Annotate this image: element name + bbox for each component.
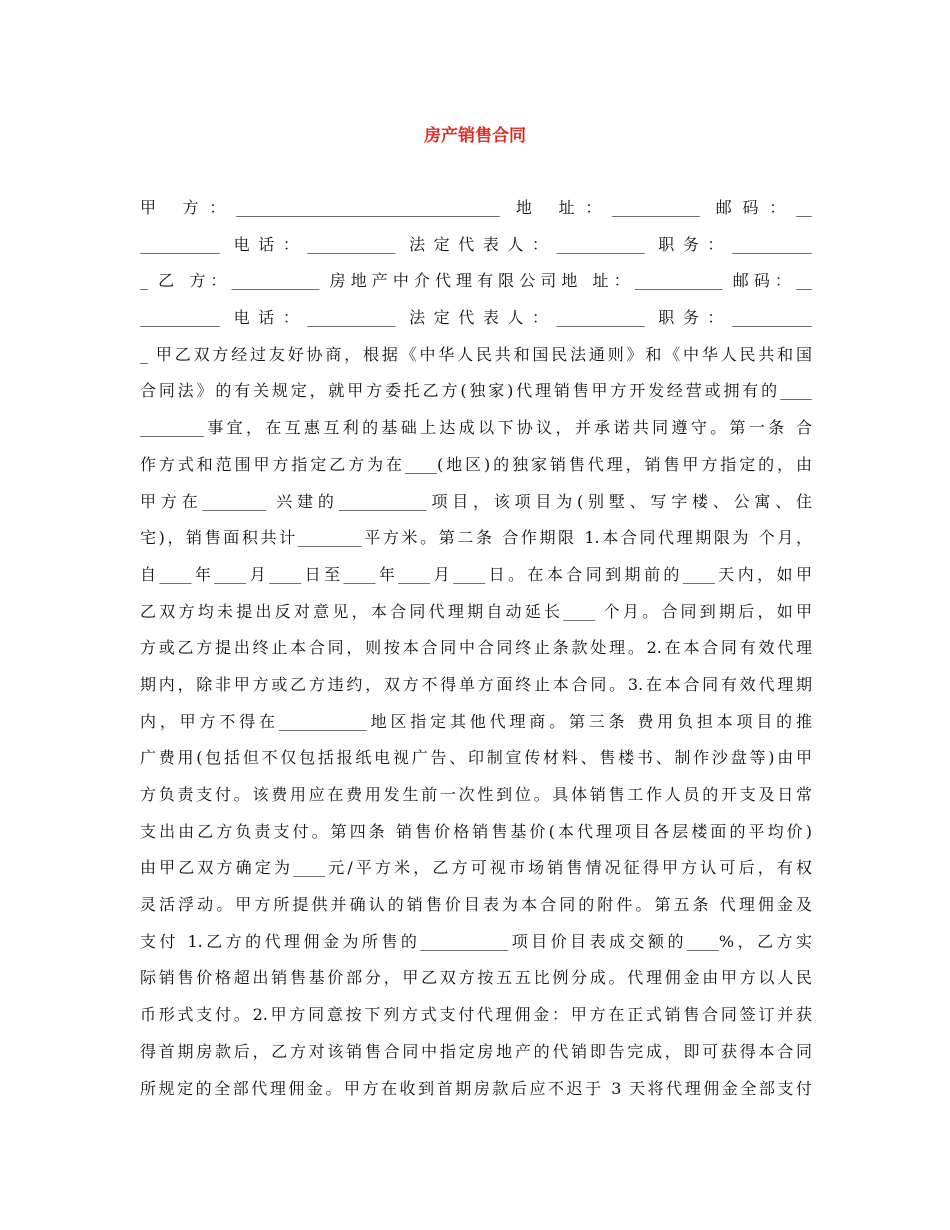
body-line-23: 币形式支付。2.甲方同意按下列方式支付代理佣金：甲方在正式销售合同签订并获 — [140, 1005, 812, 1025]
body-line-8: 作方式和范围甲方指定乙方为在____(地区)的独家销售代理，销售甲方指定的，由 — [140, 454, 812, 474]
body-line-4: __________ 电话：___________ 法定代表人：___________ 职务：__________ — [140, 308, 812, 328]
document-title: 房产销售合同 — [424, 126, 526, 146]
body-line-2: __________ 电话：___________ 法定代表人：___________ 职务：__________ — [140, 234, 812, 254]
body-line-18: 支出由乙方负责支付。第四条 销售价格销售基价(本代理项目各层楼面的平均价) — [140, 821, 812, 841]
body-line-15: 内，甲方不得在___________地区指定其他代理商。第三条 费用负担本项目的推 — [140, 711, 812, 731]
body-line-3: _ 乙 方：___________ 房地产中介代理有限公司地 址：___________ 邮码：__ — [140, 271, 812, 291]
body-line-11: 自____年____月____日至____年____月____日。在本合同到期前的____天内，如甲 — [140, 564, 812, 584]
body-line-16: 广费用(包括但不仅包括报纸电视广告、印制宣传材料、售楼书、制作沙盘等)由甲 — [140, 748, 812, 768]
body-line-24: 得首期房款后，乙方对该销售合同中指定房地产的代销即告完成，即可获得本合同 — [140, 1041, 812, 1061]
body-line-7: ________事宜，在互惠互利的基础上达成以下协议，并承诺共同遵守。第一条 合 — [140, 418, 812, 438]
body-line-5: _ 甲乙双方经过友好协商，根据《中华人民共和国民法通则》和《中华人民共和国 — [140, 344, 812, 364]
body-line-20: 灵活浮动。甲方所提供并确认的销售价目表为本合同的附件。第五条 代理佣金及 — [140, 895, 812, 915]
body-line-14: 期内，除非甲方或乙方违约，双方不得单方面终止本合同。3.在本合同有效代理期 — [140, 674, 812, 694]
body-line-13: 方或乙方提出终止本合同，则按本合同中合同终止条款处理。2.在本合同有效代理 — [140, 638, 812, 658]
body-line-19: 由甲乙双方确定为____元/平方米，乙方可视市场销售情况征得甲方认可后，有权 — [140, 858, 812, 878]
body-line-1: 甲 方：_________________________________ 地 址：___________ 邮码：__ — [140, 198, 812, 217]
body-line-25: 所规定的全部代理佣金。甲方在收到首期房款后应不迟于 3 天将代理佣金全部支付 — [140, 1078, 812, 1098]
body-line-12: 乙双方均未提出反对意见，本合同代理期自动延长____ 个月。合同到期后，如甲 — [140, 601, 812, 621]
body-line-10: 宅)，销售面积共计________平方米。第二条 合作期限 1.本合同代理期限为 个月， — [140, 528, 812, 548]
body-line-17: 方负责支付。该费用应在费用发生前一次性到位。具体销售工作人员的开支及日常 — [140, 785, 812, 804]
body-line-6: 合同法》的有关规定，就甲方委托乙方(独家)代理销售甲方开发经营或拥有的____ — [140, 381, 812, 401]
body-line-9: 甲方在________ 兴建的___________项目，该项目为(别墅、写字楼、公寓、住 — [140, 491, 812, 511]
contract-body — [140, 190, 812, 1107]
body-line-21: 支付 1.乙方的代理佣金为所售的___________项目价目表成交额的____%，乙方实 — [140, 931, 812, 951]
body-line-22: 际销售价格超出销售基价部分，甲乙双方按五五比例分成。代理佣金由甲方以人民 — [140, 968, 812, 988]
